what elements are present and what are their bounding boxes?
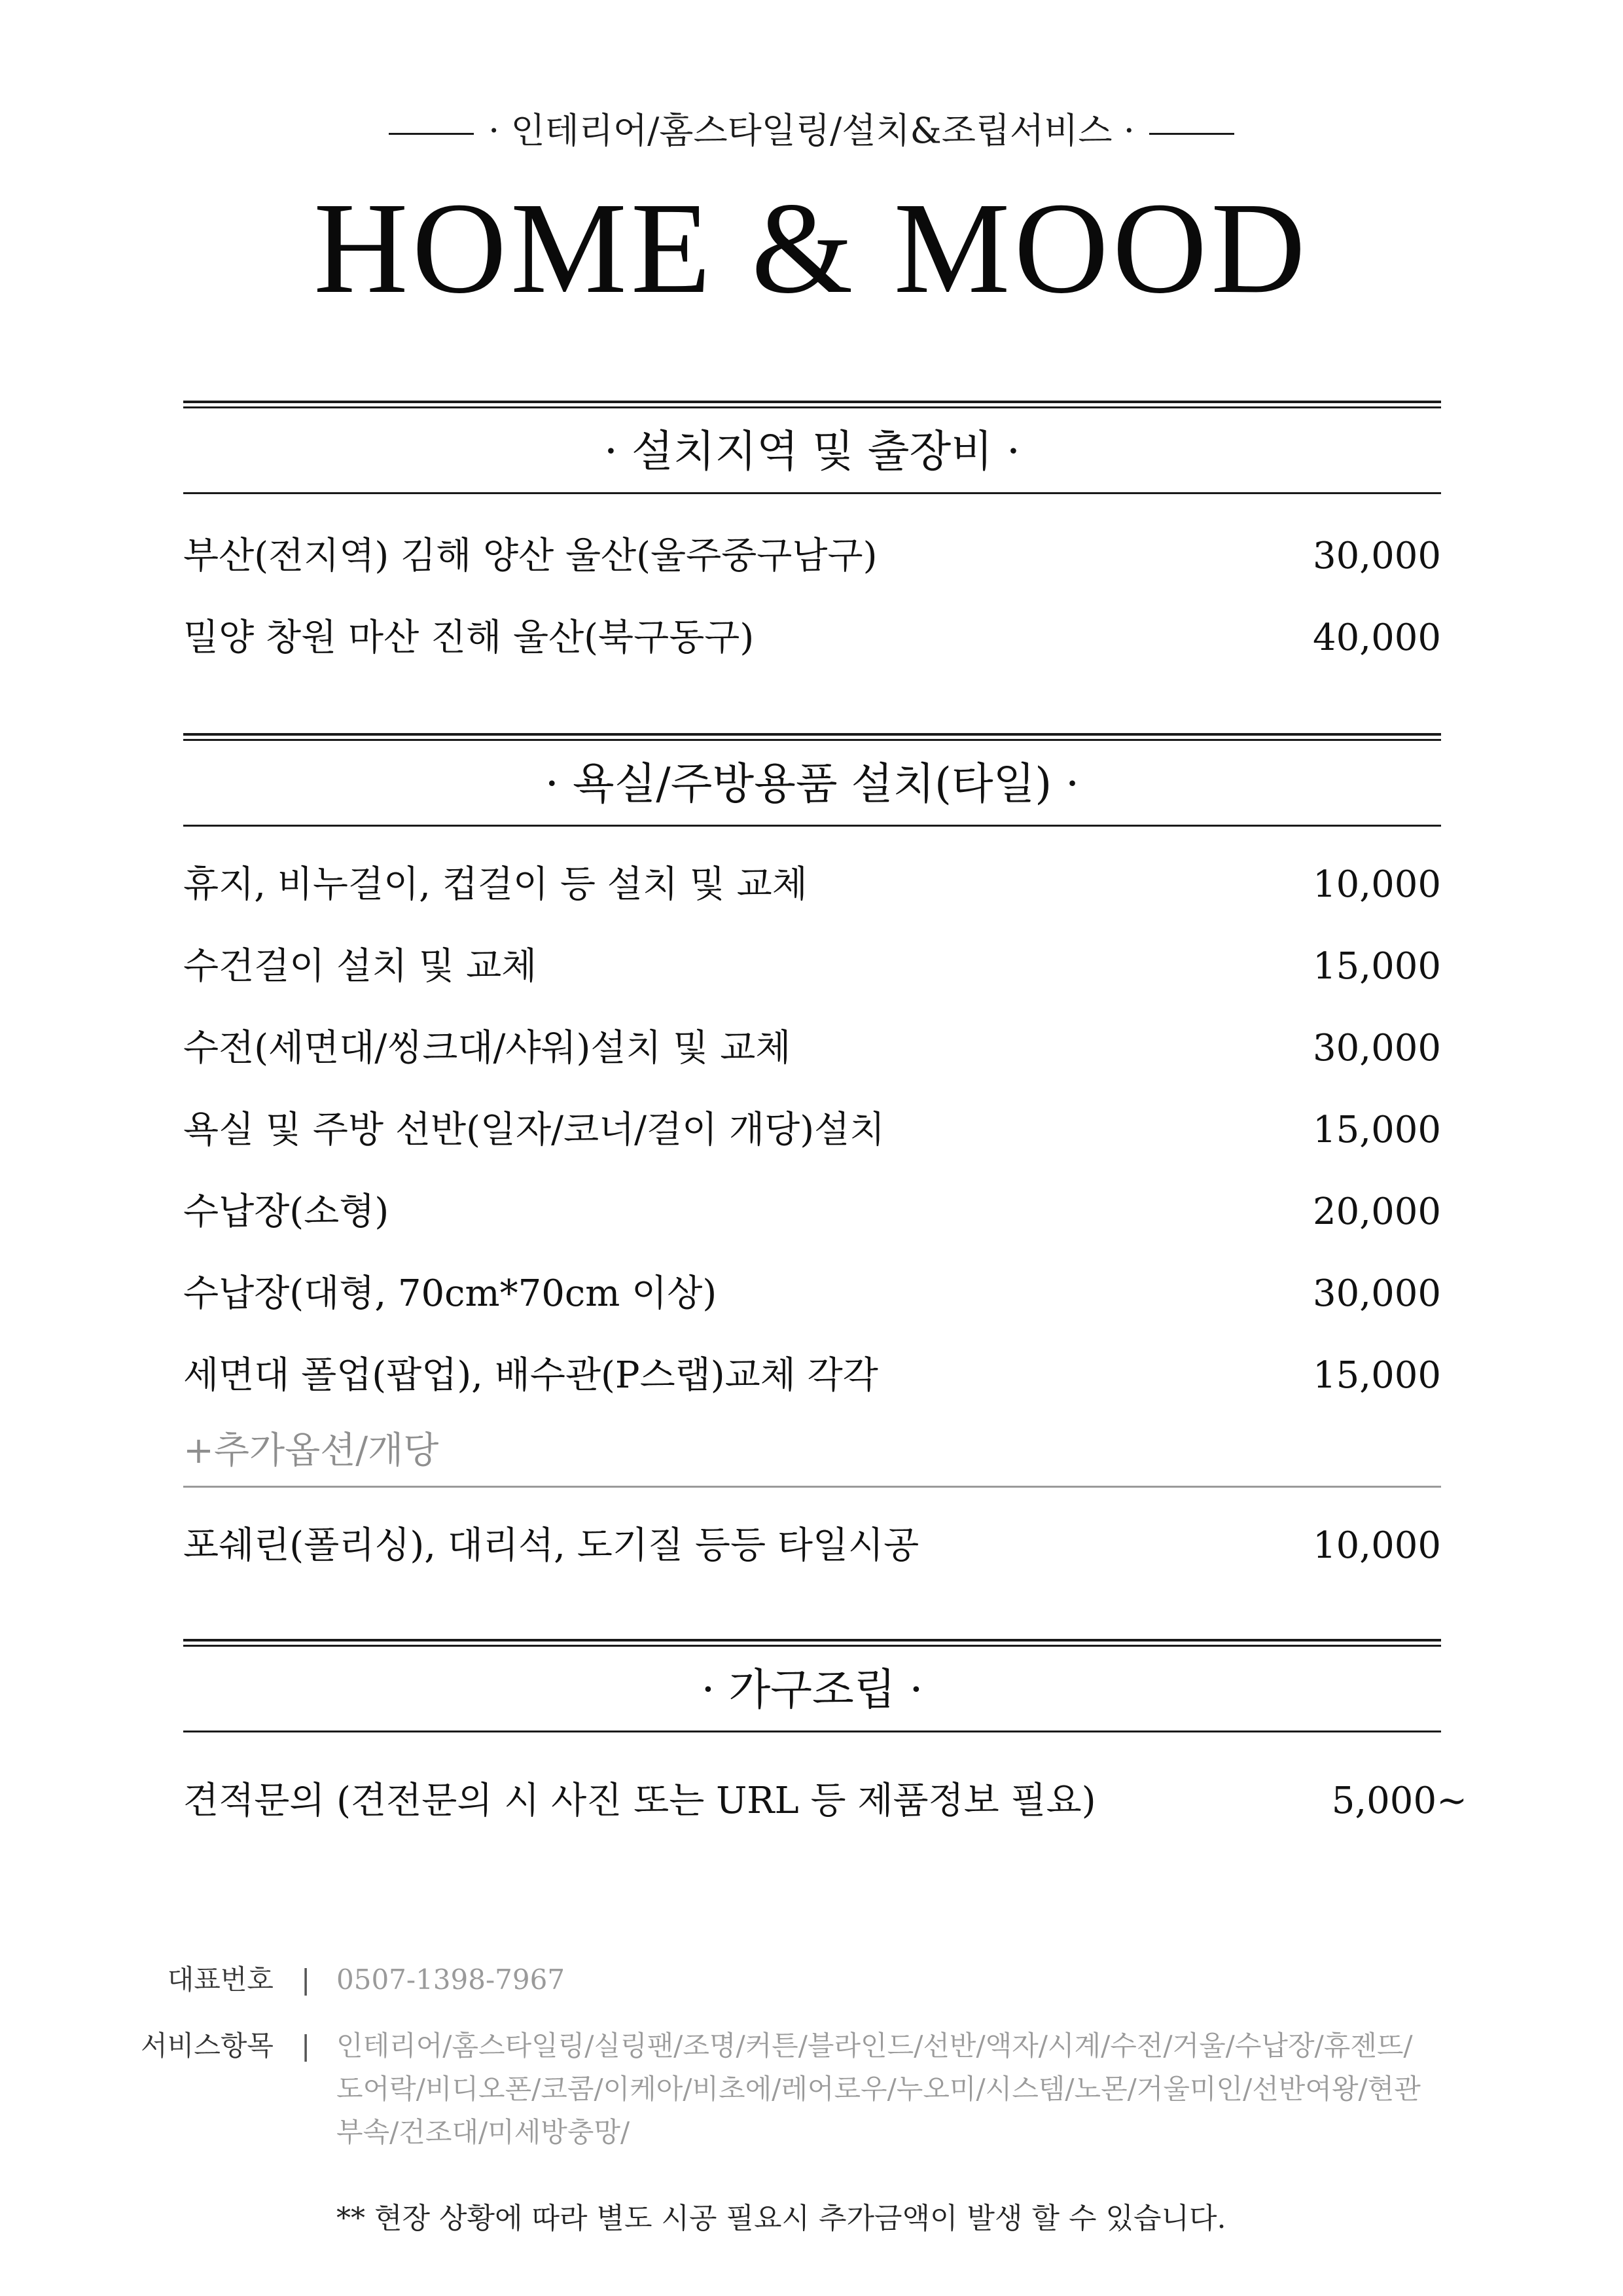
- price-row-value: 15,000: [1313, 945, 1441, 988]
- subtitle-dash-left: [389, 133, 474, 135]
- phone-label: 대표번호: [167, 1964, 274, 1996]
- price-row-label: 수건걸이 설치 및 교체: [183, 945, 537, 988]
- services-line: 도어락/비디오폰/코콤/이케아/비초에/레어로우/누오미/시스템/노몬/거울미인/선반여왕/현관: [336, 2073, 1421, 2105]
- price-row-value: 20,000: [1313, 1191, 1441, 1233]
- price-row: [183, 524, 1441, 589]
- price-row: [183, 1343, 1441, 1408]
- phone-separator: |: [301, 1964, 311, 1996]
- price-row: [183, 1513, 1441, 1579]
- price-row-label: 세면대 폴업(팝업), 배수관(P스랩)교체 각각: [183, 1354, 878, 1397]
- price-row-label: 욕실 및 주방 선반(일자/코너/걸이 개당)설치: [183, 1109, 885, 1151]
- subtitle-dash-right: [1149, 133, 1234, 135]
- section-1-top-rule: [183, 401, 1441, 408]
- price-row: [183, 852, 1441, 918]
- price-row-label: 포쉐린(폴리싱), 대리석, 도기질 등등 타일시공: [183, 1524, 919, 1567]
- phone-number: 0507-1398-7967: [336, 1964, 565, 1996]
- price-row-value: 10,000: [1313, 863, 1441, 906]
- price-row-value: 10,000: [1313, 1524, 1441, 1567]
- header-subtitle: [0, 105, 1623, 157]
- price-row: [183, 934, 1441, 999]
- price-row-value: 30,000: [1313, 1272, 1441, 1315]
- services-separator: |: [301, 2030, 311, 2062]
- price-row-label: 견적문의 (견전문의 시 사진 또는 URL 등 제품정보 필요): [183, 1780, 1096, 1822]
- price-row-value: 40,000: [1313, 617, 1441, 659]
- price-row-value: 30,000: [1313, 535, 1441, 577]
- price-row-label: 밀양 창원 마산 진해 울산(북구동구): [183, 617, 755, 659]
- services-line: 부속/건조대/미세방충망/: [336, 2116, 630, 2148]
- price-row-value: 15,000: [1313, 1109, 1441, 1151]
- option-heading-label: +추가옵션/개당: [183, 1429, 439, 1472]
- price-row-label: 휴지, 비누걸이, 컵걸이 등 설치 및 교체: [183, 863, 808, 906]
- price-row: [183, 605, 1441, 671]
- section-2-top-rule: [183, 733, 1441, 741]
- section-3-bottom-rule: [183, 1731, 1441, 1732]
- price-row-value: 30,000: [1313, 1027, 1441, 1069]
- services-line: 인테리어/홈스타일링/실링팬/조명/커튼/블라인드/선반/액자/시계/수전/거울/수납장/휴젠뜨/: [336, 2030, 1413, 2062]
- price-row-label: 수전(세면대/씽크대/샤워)설치 및 교체: [183, 1027, 791, 1069]
- price-row-value: 5,000~: [1331, 1780, 1467, 1822]
- services-label: 서비스항목: [141, 2030, 274, 2062]
- price-row: [183, 1098, 1441, 1163]
- option-divider: [183, 1486, 1441, 1488]
- price-row: [183, 1179, 1441, 1245]
- section-2-bottom-rule: [183, 825, 1441, 827]
- price-row-label: 수납장(대형, 70cm*70cm 이상): [183, 1272, 717, 1315]
- subtitle-text: · 인테리어/홈스타일링/설치&조립서비스 ·: [488, 110, 1135, 151]
- section-3-title: · 가구조립 ·: [701, 1664, 923, 1715]
- page-title: HOME & MOOD: [313, 176, 1310, 321]
- section-2-title: · 욕실/주방용품 설치(타일) ·: [544, 759, 1080, 809]
- price-row: [183, 1016, 1441, 1081]
- price-row-value: 15,000: [1313, 1354, 1441, 1397]
- price-row-label: 부산(전지역) 김해 양산 울산(울주중구남구): [183, 535, 878, 577]
- section-1-title: · 설치지역 및 출장비 ·: [604, 426, 1020, 476]
- section-3-top-rule: [183, 1639, 1441, 1647]
- option-heading: [183, 1418, 1441, 1484]
- section-1-bottom-rule: [183, 492, 1441, 494]
- footer-note: ** 현장 상황에 따라 별도 시공 필요시 추가금액이 발생 할 수 있습니다.: [336, 2202, 1226, 2235]
- price-row: [183, 1768, 1467, 1834]
- price-row: [183, 1261, 1441, 1327]
- price-row-label: 수납장(소형): [183, 1191, 389, 1233]
